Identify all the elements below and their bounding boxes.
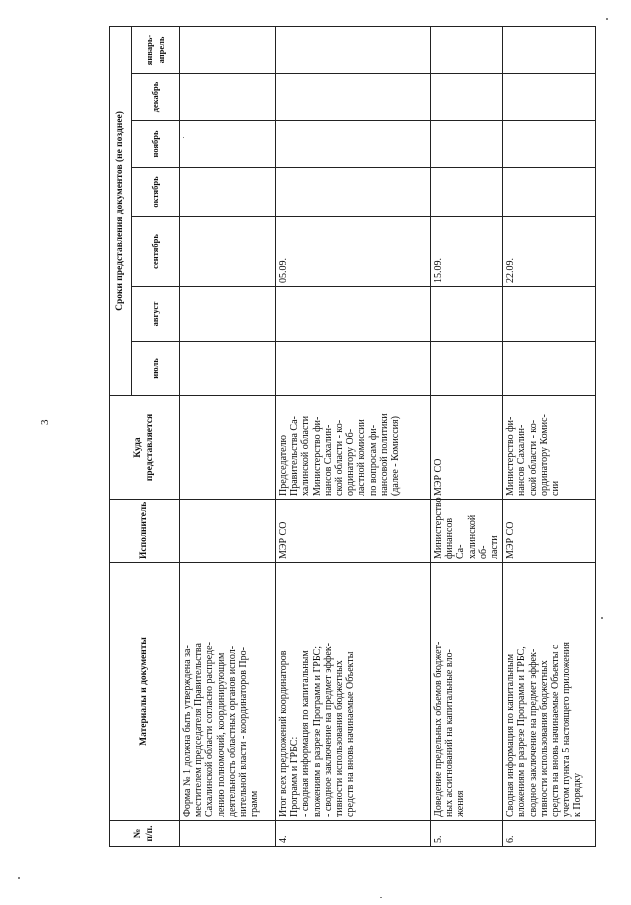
cell-august [276,287,431,342]
cell-august [431,287,503,342]
header-month-november: ноябрь [132,121,180,168]
header-num: № п/п. [110,821,180,847]
deadlines-table [109,26,596,847]
cell-september: 05.09. [276,217,431,287]
cell-november [503,121,596,168]
header-month-september: сентябрь [132,217,180,287]
table-row [276,26,431,846]
header-month-december: декабрь [132,74,180,121]
page-number: 3 [39,419,51,425]
header-materials: Материалы и документы [110,563,180,821]
rotated-table-wrapper [109,27,589,847]
row-materials: Сводная информация по капитальным вложениям в разрезе Программ и ГРБС, сводное заключение на предмет эффек- тивности использования бюджетных средств на вновь начинаемые Объекты с учетом пункта 5 настоящего приложения к Порядку [503,563,596,821]
cell-december [431,74,503,121]
row-materials: Форма № 1 должна быть утверждена за- местителем председателя Правительства Сахалинской области согласно распреде- лению полномочий, координирующим деятельность областных органов испол- нительной власти - координаторов Про- грамм [180,563,276,821]
cell-december [276,74,431,121]
row-executor: Министерство финансов Са- халинской об- ласти [431,500,503,563]
header-recipient: Куда представляется [110,396,180,500]
row-recipient: Министерство фи- нансов Сахалин- ской области - ко- ординатору Комис- сии [503,396,596,500]
scan-speck [601,617,603,619]
table-row [503,26,596,846]
cell-august [180,287,276,342]
row-num: 6. [503,821,596,847]
table-row [180,26,276,846]
row-recipient: Председателю Правительства Са- халинской области Министерство фи- нансов Сахалин- ской области - ко- ординатору Об- ластной комиссии по вопросам фи- нансовой политики (далее - Комиссия) [276,396,431,500]
row-executor [180,500,276,563]
header-month-october: октябрь [132,168,180,217]
cell-october [431,168,503,217]
row-recipient: МЭР СО [431,396,503,500]
cell-september: 22.09. [503,217,596,287]
scan-speck [380,897,382,898]
cell-december [503,74,596,121]
scan-speck [183,137,184,138]
header-month-jan-apr: январь- апрель [132,26,180,73]
cell-november [431,121,503,168]
cell-december [180,74,276,121]
cell-july [180,342,276,396]
header-deadlines: Сроки представления документов (не позднее) [110,26,132,395]
cell-july [431,342,503,396]
cell-jan-apr [431,26,503,73]
row-executor: МЭР СО [503,500,596,563]
header-month-july: июль [132,342,180,396]
cell-october [503,168,596,217]
row-executor: МЭР СО [276,500,431,563]
row-num: 5. [431,821,503,847]
cell-november [276,121,431,168]
scan-speck [18,877,20,879]
cell-july [503,342,596,396]
cell-august [503,287,596,342]
header-month-august: август [132,287,180,342]
cell-october [276,168,431,217]
table-row [431,26,503,846]
scan-speck [606,18,608,20]
cell-july [276,342,431,396]
row-materials: Итог всех предложений координаторов Программ и ГРБС: - сводная информация по капитальным вложениям в разрезе Программ и ГРБС; - сводное заключение на предмет эффек- тивности использования бюджетных средств на вновь начинаемые Объекты [276,563,431,821]
cell-september: 15.09. [431,217,503,287]
row-num [180,821,276,847]
row-num: 4. [276,821,431,847]
cell-october [180,168,276,217]
row-materials: Доведение предельных объемов бюджет- ных ассигнований на капитальные вло- жения [431,563,503,821]
cell-september [180,217,276,287]
cell-jan-apr [180,26,276,73]
cell-november [180,121,276,168]
cell-jan-apr [276,26,431,73]
header-executor: Исполнитель [110,500,180,563]
row-recipient [180,396,276,500]
cell-jan-apr [503,26,596,73]
